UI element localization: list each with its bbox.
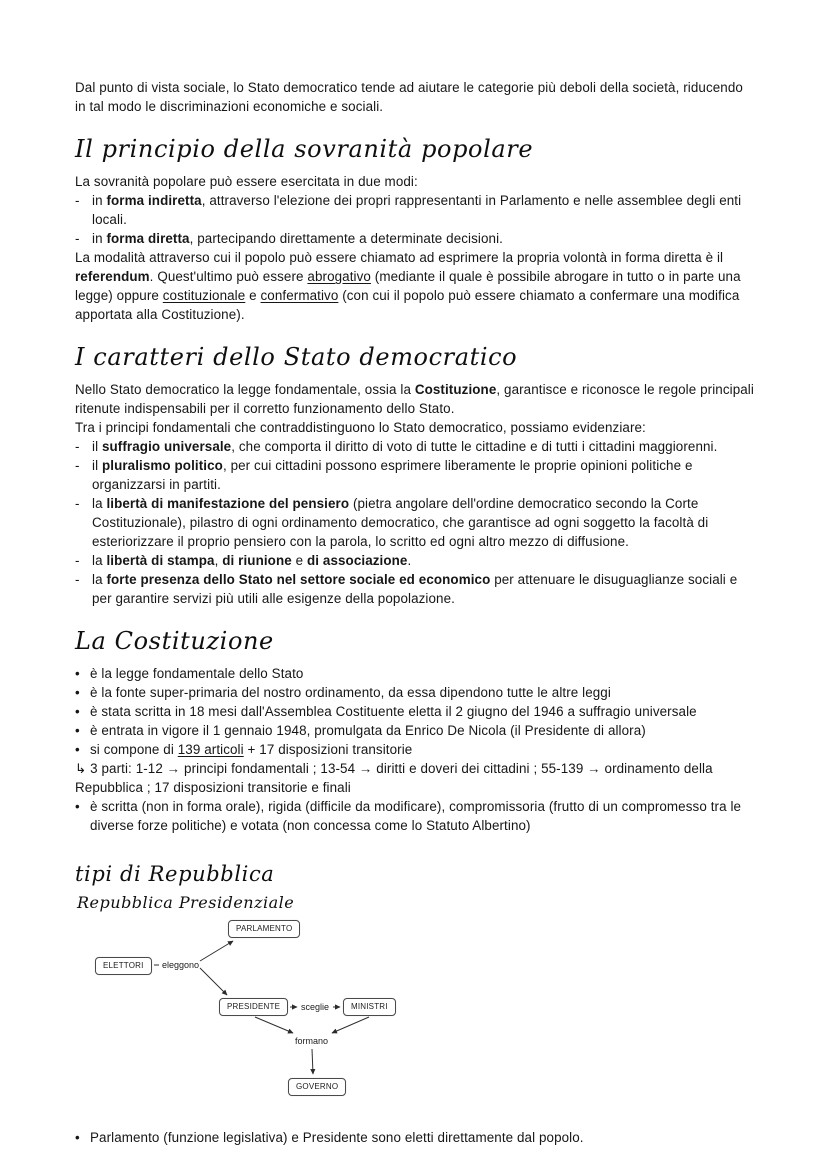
heading-sovranita-popolare: Il principio della sovranità popolare xyxy=(75,135,534,163)
list-item-text: la forte presenza dello Stato nel settore sociale ed economico per attenuare le disuguaglianze sociali e per garantire servizi più utili alle esigenze della popolazione. xyxy=(92,572,738,606)
list-item xyxy=(75,721,756,740)
heading-caratteri-stato: I caratteri dello Stato democratico xyxy=(75,343,518,371)
heading-costituzione: La Costituzione xyxy=(75,627,274,655)
list-item-text: è stata scritta in 18 mesi dall'Assemblea Costituente eletta il 2 giugno del 1946 a suffragio universale xyxy=(90,704,697,719)
dot-bullet: • xyxy=(75,685,80,700)
list-item-text: si compone di 139 articoli + 17 disposizioni transitorie xyxy=(90,742,413,757)
closing-list xyxy=(75,1128,756,1147)
list-item-text: la libertà di manifestazione del pensiero (pietra angolare dell'ordine democratico secondo la Corte Costituzionale), pilastro di ogni ordinamento democratico, che garantisce ad ogni soggetto la facoltà di esteriorizzare il proprio pensiero con la parola, lo scritto ed ogni altro mezzo di diffusione. xyxy=(92,496,709,549)
list-item xyxy=(75,797,756,835)
heading-tipi-repubblica: tipi di Repubblica xyxy=(75,862,275,886)
list-item xyxy=(75,191,756,229)
list-item xyxy=(75,740,756,759)
list-item xyxy=(75,494,756,551)
list-item-text: è la fonte super-primaria del nostro ordinamento, da essa dipendono tutte le altre leggi xyxy=(90,685,611,700)
list-item-text: in forma indiretta, attraverso l'elezione dei propri rappresentanti in Parlamento e nelle assemblee degli enti locali. xyxy=(92,193,742,227)
list-item-text: è scritta (non in forma orale), rigida (difficile da modificare), compromissoria (frutto di un compromesso tra le diverse forze politiche) e votata (non concessa come lo Statuto Albertino) xyxy=(90,799,742,833)
costituzione-list-continued xyxy=(75,797,756,835)
list-item-text: è entrata in vigore il 1 gennaio 1948, promulgata da Enrico De Nicola (il Presidente di allora) xyxy=(90,723,646,738)
dash-bullet: - xyxy=(75,458,80,473)
diagram-label-eleggono: eleggono xyxy=(162,960,200,970)
sovranita-intro: La sovranità popolare può essere esercitata in due modi: xyxy=(75,174,418,189)
presidential-republic-diagram xyxy=(81,914,429,1104)
dot-bullet: • xyxy=(75,666,80,681)
diagram-label-formano: formano xyxy=(295,1036,329,1046)
dash-bullet: - xyxy=(75,553,80,568)
costituzione-list xyxy=(75,664,756,759)
diagram-label-sceglie: sceglie xyxy=(301,1002,330,1012)
list-item xyxy=(75,702,756,721)
list-item-text: in forma diretta, partecipando direttamente a determinate decisioni. xyxy=(92,231,503,246)
intro-paragraph: Dal punto di vista sociale, lo Stato democratico tende ad aiutare le categorie più deboli della società, riducendo in tal modo le discriminazioni economiche e sociali. xyxy=(75,80,743,114)
dot-bullet: • xyxy=(75,1130,80,1145)
dash-bullet: - xyxy=(75,193,80,208)
list-item xyxy=(75,570,756,608)
heading-repubblica-presidenziale: Repubblica Presidenziale xyxy=(77,893,295,912)
list-item xyxy=(75,683,756,702)
diagram-node-parlamento: PARLAMENTO xyxy=(228,920,300,938)
caratteri-intro-1: Nello Stato democratico la legge fondamentale, ossia la Costituzione, garantisce e riconosce le regole principali ritenute indispensabili per il corretto funzionamento dello Stato. xyxy=(75,382,754,416)
list-item-text: Parlamento (funzione legislativa) e Presidente sono eletti direttamente dal popolo. xyxy=(90,1130,584,1145)
caratteri-list xyxy=(75,437,756,608)
sovranita-referendum-paragraph: La modalità attraverso cui il popolo può essere chiamato ad esprimere la propria volontà in forma diretta è il referendum. Quest'ultimo può essere abrogativo (mediante il quale è possibile abrogare in tutto o in parte una legge) oppure costituzionale e confermativo (con cui il popolo può essere chiamato a confermare una modifica apportata alla Costituzione). xyxy=(75,250,741,322)
dot-bullet: • xyxy=(75,742,80,757)
list-item xyxy=(75,1128,756,1147)
list-item xyxy=(75,437,756,456)
list-item xyxy=(75,456,756,494)
sovranita-list xyxy=(75,191,756,248)
dash-bullet: - xyxy=(75,439,80,454)
list-item-text: il suffragio universale, che comporta il diritto di voto di tutte le cittadine e di tutti i cittadini maggiorenni. xyxy=(92,439,718,454)
caratteri-intro-2: Tra i principi fondamentali che contraddistinguono lo Stato democratico, possiamo evidenziare: xyxy=(75,420,646,435)
dash-bullet: - xyxy=(75,572,80,587)
dot-bullet: • xyxy=(75,704,80,719)
diagram-node-elettori: ELETTORI xyxy=(95,957,152,975)
list-item xyxy=(75,229,756,248)
diagram-node-presidente: PRESIDENTE xyxy=(219,998,288,1016)
dash-bullet: - xyxy=(75,231,80,246)
dash-bullet: - xyxy=(75,496,80,511)
list-item xyxy=(75,551,756,570)
list-item xyxy=(75,664,756,683)
list-item-text: è la legge fondamentale dello Stato xyxy=(90,666,304,681)
diagram-node-governo: GOVERNO xyxy=(288,1078,346,1096)
costituzione-parts-line: ↳ 3 parti: 1-12 → principi fondamentali ; 13-54 → diritti e doveri dei cittadini ; 55-139 → ordinamento della Repubblica ; 17 disposizioni transitorie e finali xyxy=(75,761,713,795)
list-item-text: la libertà di stampa, di riunione e di associazione. xyxy=(92,553,412,568)
dot-bullet: • xyxy=(75,723,80,738)
dot-bullet: • xyxy=(75,799,80,814)
list-item-text: il pluralismo politico, per cui cittadini possono esprimere liberamente le proprie opinioni politiche e organizzarsi in partiti. xyxy=(92,458,693,492)
diagram-node-ministri: MINISTRI xyxy=(343,998,396,1016)
